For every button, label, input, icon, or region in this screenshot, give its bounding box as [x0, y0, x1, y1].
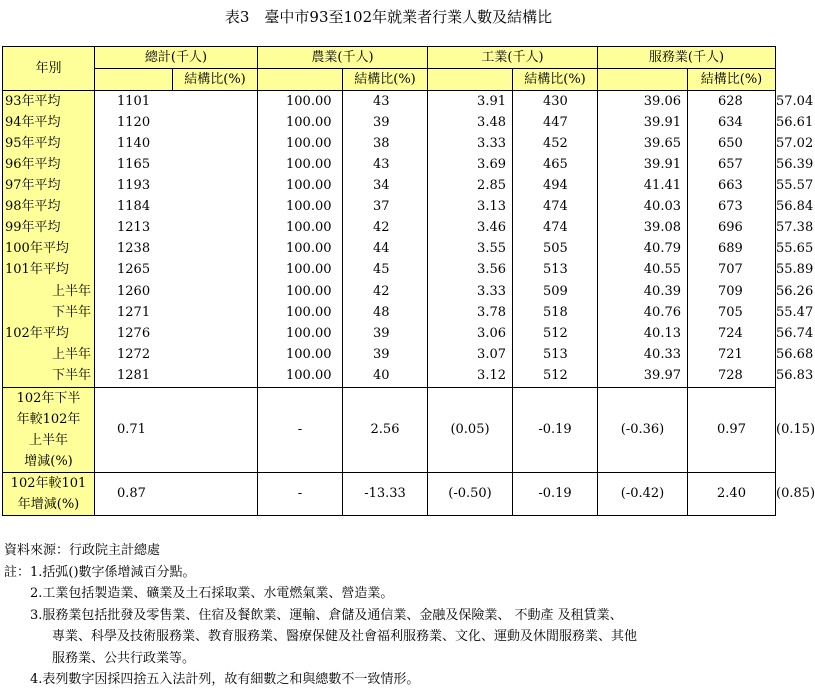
cell-value: 628: [688, 91, 776, 113]
row-label: 99年平均: [3, 218, 95, 239]
row-label: 上半年: [3, 281, 95, 302]
cell-value: 512: [513, 365, 598, 387]
total-header: 總計(千人): [95, 47, 258, 69]
cell-value: 3.91: [428, 91, 513, 113]
comparison-label: [3, 387, 95, 472]
table-row: 上半年 1272 100.00 39 3.07 513 40.33 721 56.68: [3, 344, 776, 365]
cell-value: 41.41: [598, 176, 688, 197]
services-value-subheader: [598, 69, 688, 91]
cell-value: 689: [688, 239, 776, 260]
cell-value: 39.06: [598, 91, 688, 113]
cell-value: (-0.42): [598, 472, 688, 515]
cell-value: 39.91: [598, 112, 688, 133]
cell-value: 1101: [95, 91, 258, 113]
table-row: 96年平均 1165 100.00 43 3.69 465 39.91 657 56.39: [3, 154, 776, 175]
row-label: 97年平均: [3, 176, 95, 197]
table-row: 100年平均 1238 100.00 44 3.55 505 40.79 689 55.65: [3, 239, 776, 260]
table-row: 101年平均 1265 100.00 45 3.56 513 40.55 707 55.89: [3, 260, 776, 281]
cell-value: 430: [513, 91, 598, 113]
note-3-cont-2: 服務業、公共行政業等。: [52, 650, 196, 666]
cell-value: 707: [688, 260, 776, 281]
cell-value: 1213: [95, 218, 258, 239]
cell-value: 0.87: [95, 472, 258, 515]
cell-value: 513: [513, 260, 598, 281]
cell-value: 634: [688, 112, 776, 133]
row-label: 下半年: [3, 365, 95, 387]
agriculture-ratio-header: 結構比(%): [343, 69, 428, 91]
cell-value: 518: [513, 302, 598, 323]
cell-value: 100.00: [258, 197, 343, 218]
cell-value: 3.48: [428, 112, 513, 133]
cell-value: 705: [688, 302, 776, 323]
cell-value: 39: [343, 323, 428, 344]
cell-value: 1260: [95, 281, 258, 302]
cell-value: 40: [343, 365, 428, 387]
cell-value: 40.33: [598, 344, 688, 365]
table-row: 上半年 1260 100.00 42 3.33 509 40.39 709 56.26: [3, 281, 776, 302]
source-note: 資料來源：行政院主計總處: [4, 543, 161, 558]
cell-value: 1165: [95, 154, 258, 175]
comparison-label-line: 增減(%): [24, 453, 73, 469]
cell-value: 43: [343, 91, 428, 113]
cell-value: -0.19: [513, 387, 598, 472]
cell-value: 100.00: [258, 112, 343, 133]
cell-value: 728: [688, 365, 776, 387]
cell-value: 100.00: [258, 133, 343, 154]
cell-value: 663: [688, 176, 776, 197]
industry-ratio-header: 結構比(%): [513, 69, 598, 91]
cell-value: 40.79: [598, 239, 688, 260]
cell-value: (0.05): [428, 387, 513, 472]
cell-value: 39: [343, 344, 428, 365]
cell-value: 657: [688, 154, 776, 175]
cell-value: 1184: [95, 197, 258, 218]
cell-value: 3.33: [428, 281, 513, 302]
cell-value: 100.00: [258, 260, 343, 281]
cell-value: 452: [513, 133, 598, 154]
cell-value: 494: [513, 176, 598, 197]
employment-table: [2, 46, 815, 516]
row-label: 96年平均: [3, 154, 95, 175]
cell-value: -0.19: [513, 472, 598, 515]
cell-value: 505: [513, 239, 598, 260]
table-row: 下半年 1271 100.00 48 3.78 518 40.76 705 55.47: [3, 302, 776, 323]
cell-value: 0.71: [95, 387, 258, 472]
cell-value: 3.55: [428, 239, 513, 260]
comparison-label-line: 年較102年: [16, 411, 81, 427]
note-4: 4.表列數字因採四捨五入法計列，故有細數之和與總數不一致情形。: [30, 672, 420, 687]
footnotes: [4, 540, 774, 691]
table-title: 表3 臺中市93至102年就業者行業人數及結構比: [224, 8, 553, 26]
total-ratio-header: 結構比(%): [173, 69, 258, 91]
cell-value: 2.85: [428, 176, 513, 197]
cell-value: 3.56: [428, 260, 513, 281]
cell-value: 1120: [95, 112, 258, 133]
cell-value: 512: [513, 323, 598, 344]
cell-value: 696: [688, 218, 776, 239]
cell-value: 721: [688, 344, 776, 365]
services-header: 服務業(千人): [598, 47, 776, 69]
industry-value-subheader: [428, 69, 513, 91]
cell-value: 100.00: [258, 302, 343, 323]
cell-value: 37: [343, 197, 428, 218]
cell-value: 3.07: [428, 344, 513, 365]
cell-value: 44: [343, 239, 428, 260]
cell-value: 45: [343, 260, 428, 281]
row-label: 上半年: [3, 344, 95, 365]
cell-value: 3.46: [428, 218, 513, 239]
cell-value: 1265: [95, 260, 258, 281]
cell-value: 3.12: [428, 365, 513, 387]
cell-value: 474: [513, 197, 598, 218]
cell-value: -: [258, 387, 343, 472]
comparison-label-line: 年增減(%): [17, 496, 80, 512]
comparison-label-line: 102年較101: [10, 475, 87, 491]
cell-value: 3.78: [428, 302, 513, 323]
cell-value: 2.40: [688, 472, 776, 515]
cell-value: 100.00: [258, 323, 343, 344]
cell-value: 1238: [95, 239, 258, 260]
comparison-label-line: 102年下半: [16, 390, 81, 406]
comparison-row: 102年下半 年較102年 上半年 增減(%) 0.71 - 2.56 (0.05) -0.19 (-0.36) 0.97 (0.15): [3, 387, 776, 472]
cell-value: 43: [343, 154, 428, 175]
table-row: 99年平均 1213 100.00 42 3.46 474 39.08 696 57.38: [3, 218, 776, 239]
industry-header: 工業(千人): [428, 47, 598, 69]
table-row: 97年平均 1193 100.00 34 2.85 494 41.41 663 55.57: [3, 176, 776, 197]
cell-value: 100.00: [258, 365, 343, 387]
cell-value: 40.13: [598, 323, 688, 344]
cell-value: (-0.50): [428, 472, 513, 515]
note-3-cont-1: 專業、科學及技術服務業、教育服務業、醫療保健及社會福利服務業、文化、運動及休閒服務業、其他: [52, 629, 638, 644]
row-label: 102年平均: [3, 323, 95, 344]
row-label: 101年平均: [3, 260, 95, 281]
agriculture-header: 農業(千人): [258, 47, 428, 69]
cell-value: 2.56: [343, 387, 428, 472]
cell-value: 40.55: [598, 260, 688, 281]
cell-value: 39.08: [598, 218, 688, 239]
note-3: 3.服務業包括批發及零售業、住宿及餐飲業、運輸、倉儲及通信業、金融及保險業、 不動產 及租賃業、: [30, 607, 623, 623]
table-row: 94年平均 1120 100.00 39 3.48 447 39.91 634 56.61: [3, 112, 776, 133]
cell-value: 100.00: [258, 344, 343, 365]
cell-value: 34: [343, 176, 428, 197]
cell-value: 650: [688, 133, 776, 154]
table-row: 95年平均 1140 100.00 38 3.33 452 39.65 650 57.02: [3, 133, 776, 154]
cell-value: 39.97: [598, 365, 688, 387]
cell-value: 42: [343, 281, 428, 302]
note-2: 2.工業包括製造業、礦業及土石採取業、水電燃氣業、營造業。: [30, 586, 394, 601]
cell-value: 100.00: [258, 281, 343, 302]
cell-value: 39.91: [598, 154, 688, 175]
year-header: 年別: [3, 47, 95, 91]
cell-value: 100.00: [258, 218, 343, 239]
cell-value: 39: [343, 112, 428, 133]
cell-value: 48: [343, 302, 428, 323]
cell-value: (-0.36): [598, 387, 688, 472]
cell-value: 40.76: [598, 302, 688, 323]
cell-value: -: [258, 472, 343, 515]
row-label: 95年平均: [3, 133, 95, 154]
cell-value: 3.69: [428, 154, 513, 175]
cell-value: 447: [513, 112, 598, 133]
cell-value: 3.13: [428, 197, 513, 218]
agriculture-value-subheader: [258, 69, 343, 91]
note-1: 註：1.括弧()數字係增減百分點。: [4, 564, 196, 580]
table-row: 102年平均 1276 100.00 39 3.06 512 40.13 724 56.74: [3, 323, 776, 344]
cell-value: 38: [343, 133, 428, 154]
table-row: 93年平均 1101 100.00 43 3.91 430 39.06 628 57.04: [3, 91, 776, 113]
cell-value: -13.33: [343, 472, 428, 515]
cell-value: 100.00: [258, 239, 343, 260]
cell-value: 673: [688, 197, 776, 218]
cell-value: 3.33: [428, 133, 513, 154]
cell-value: 39.65: [598, 133, 688, 154]
cell-value: 509: [513, 281, 598, 302]
comparison-label: [3, 472, 95, 515]
cell-value: 3.06: [428, 323, 513, 344]
cell-value: 0.97: [688, 387, 776, 472]
table-row: 98年平均 1184 100.00 37 3.13 474 40.03 673 56.84: [3, 197, 776, 218]
cell-value: 40.39: [598, 281, 688, 302]
row-label: 98年平均: [3, 197, 95, 218]
row-label: 93年平均: [3, 91, 95, 113]
row-label: 94年平均: [3, 112, 95, 133]
cell-value: 1140: [95, 133, 258, 154]
cell-value: 100.00: [258, 176, 343, 197]
row-label: 100年平均: [3, 239, 95, 260]
cell-value: 1272: [95, 344, 258, 365]
cell-value: 465: [513, 154, 598, 175]
cell-value: 100.00: [258, 154, 343, 175]
row-label: 下半年: [3, 302, 95, 323]
cell-value: 724: [688, 323, 776, 344]
services-ratio-header: 結構比(%): [688, 69, 776, 91]
table-row: 下半年 1281 100.00 40 3.12 512 39.97 728 56.83: [3, 365, 776, 387]
cell-value: 1281: [95, 365, 258, 387]
cell-value: 474: [513, 218, 598, 239]
total-value-subheader: [95, 69, 173, 91]
comparison-row: 102年較101 年增減(%) 0.87 - -13.33 (-0.50) -0.19 (-0.42) 2.40 (0.85): [3, 472, 776, 515]
cell-value: 42: [343, 218, 428, 239]
cell-value: 709: [688, 281, 776, 302]
cell-value: 513: [513, 344, 598, 365]
cell-value: 1276: [95, 323, 258, 344]
comparison-label-line: 上半年: [28, 432, 68, 448]
cell-value: 1271: [95, 302, 258, 323]
cell-value: 1193: [95, 176, 258, 197]
cell-value: 100.00: [258, 91, 343, 113]
cell-value: 40.03: [598, 197, 688, 218]
